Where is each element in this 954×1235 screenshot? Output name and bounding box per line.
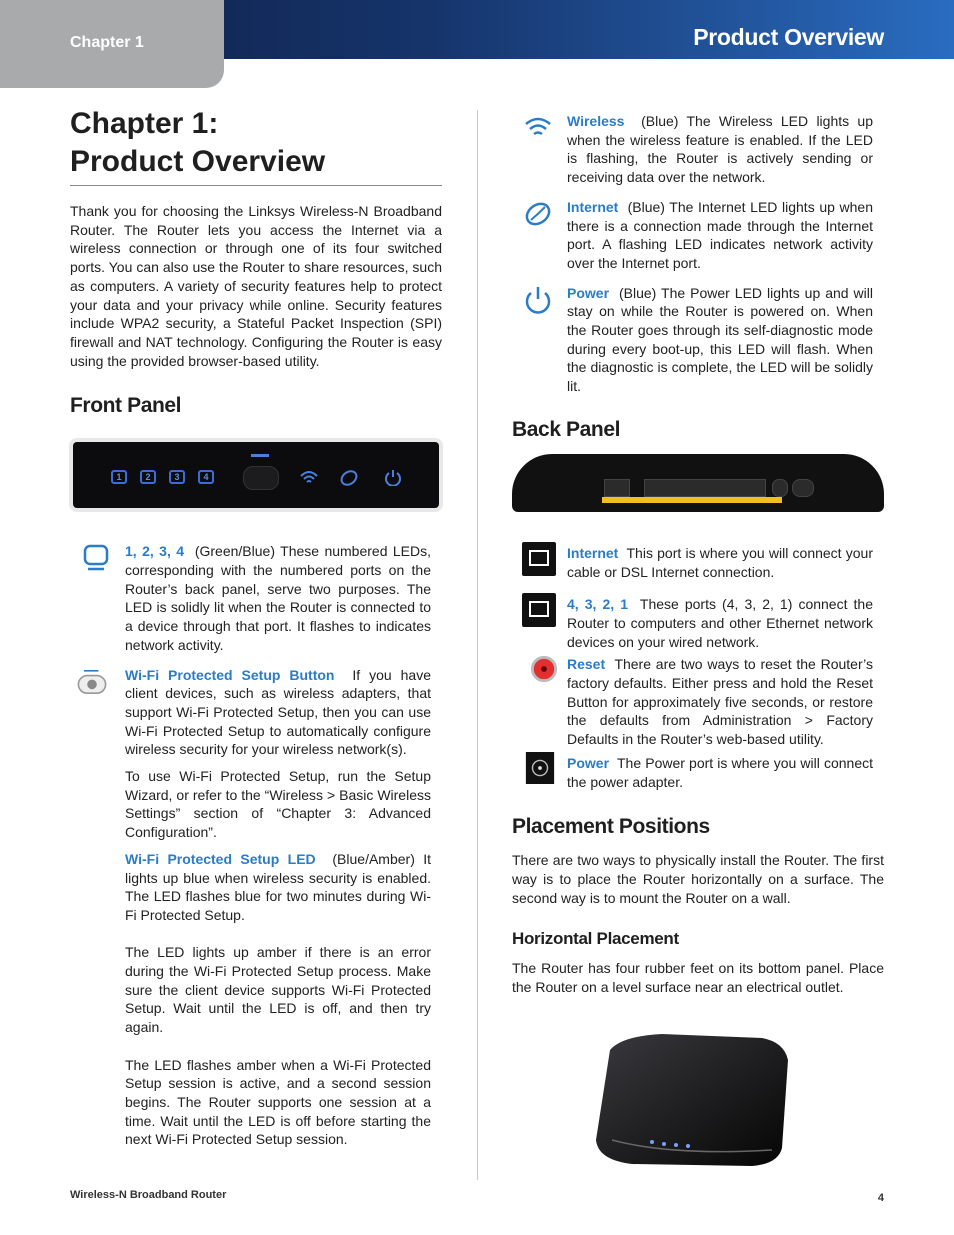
wps-led [251,454,269,457]
front-panel-heading: Front Panel [70,394,182,418]
placement-heading: Placement Positions [512,815,710,839]
footer-product: Wireless-N Broadband Router [70,1189,227,1201]
wps-led-text: (Blue/Amber) It lights up blue when wireless security is enabled. The LED flashes blue for two minutes during Wi-Fi Protected Setup. [125,850,432,923]
ethernet-ports [644,479,766,497]
port-led-3: 3 [169,470,185,484]
power-icon [522,284,554,316]
back-item-ports [512,595,873,651]
power-port-key: Power [567,754,610,771]
port-label-strip [602,497,782,503]
wireless-led-icon [299,469,319,485]
internet-led-icon [339,468,359,488]
wps-button-key: Wi-Fi Protected Setup Button [125,666,335,683]
chapter-title [70,105,442,186]
ethernet-port-icon [522,542,556,576]
wps-button-icon [76,666,108,698]
column-divider [477,110,478,1180]
horizontal-placement-heading: Horizontal Placement [512,929,679,949]
front-item-power [512,284,873,396]
front-item-wireless [512,112,873,187]
power-port-icon [524,752,556,784]
power-text: (Blue) The Power LED lights up and will stay on while the Router is powered on. When the Router goes through its self-diagnostic mode during every boot-up, this LED will flash. When the diagnostic is complete, the LED will be solidly lit. [567,284,873,395]
ethernet-port-icon [522,593,556,627]
power-key: Power [567,284,610,301]
placement-paragraph: There are two ways to physically install the Router. The first way is to place the Router horizontally on a surface. The second way is to mount the Router on a wall. [512,852,884,906]
chapter-title-line1: Chapter 1: [70,107,219,140]
port-led-icon [80,542,112,574]
wps-button [243,466,279,490]
port-leds-key: 1, 2, 3, 4 [125,543,185,560]
front-panel-image [73,442,439,508]
wps-led-paragraph-2: The LED lights up amber if there is an error during the Wi-Fi Protected Setup process. Make sure the client device supports Wi-Fi Protected Setup. Wait until the LED is off, and then try again. [125,944,431,1036]
internet-key: Internet [567,198,619,215]
router-photo [592,1030,792,1168]
section-title: Product Overview [693,24,884,50]
internet-port-key: Internet [567,544,619,561]
right-column [512,112,884,997]
back-item-internet [512,544,873,581]
internet-port [604,479,630,497]
wireless-icon [522,112,554,144]
front-item-port-leds [70,542,431,654]
power-port [792,479,814,497]
chapter-title-line2: Product Overview [70,145,326,178]
wps-button-text: If you have client devices, such as wireless adapters, that support Wi-Fi Protected Setup, then you can use Wi-Fi Protected Setup to automatically configure wireless security for your wireless network(s). [125,666,431,758]
reset-text: There are two ways to reset the Router’s factory defaults. Either press and hold the Reset Button for approximately five seconds, or restore the defaults from Administration > Factory Defaults in the Router’s web-based utility. [567,656,873,748]
wireless-key: Wireless [567,113,625,129]
back-item-power [512,754,873,791]
wps-led-paragraph-3: The LED flashes amber when a Wi-Fi Protected Setup session is active, and a second session begins. The Router supports one session at a time. Wait until the LED is off before starting the next Wi-Fi Protected Setup session. [125,1056,431,1148]
page-header [0,0,954,88]
reset-button-icon [528,653,560,685]
internet-globe-icon [522,198,554,230]
port-led-1: 1 [111,470,127,484]
front-item-internet [512,198,873,273]
back-panel-heading: Back Panel [512,417,621,441]
port-leds-text: (Green/Blue) These numbered LEDs, corresponding with the numbered ports on the Router’s back panel, serve two purposes. The LED is solidly lit when the Router is connected to a device through that port. It flashes to indicates network activity. [125,543,432,653]
port-led-4: 4 [198,470,214,484]
intro-paragraph: Thank you for choosing the Linksys Wireless-N Broadband Router. The Router lets you access the Internet via a wireless connection or through one of its four switched ports. You can also use the Router to share resources, such as computers. A variety of security features help to protect your data and your privacy while online. Security features include WPA2 security, a Stateful Packet Inspection (SPI) firewall and NAT technology. Configuring the Router is easy using the provided browser-based utility. [70,203,442,369]
back-panel-image [512,454,884,512]
wps-setup-paragraph: To use Wi-Fi Protected Setup, run the Setup Wizard, or refer to the “Wireless > Basic Wireless Settings” section of “Chapter 3: Advanced Configuration”. [125,768,431,841]
wps-led-key: Wi-Fi Protected Setup LED [125,850,316,867]
power-led-icon [384,468,402,486]
ports-text: These ports (4, 3, 2, 1) connect the Router to computers and other Ethernet network devices on your wired network. [567,596,873,650]
footer-page-number: 4 [877,1192,884,1204]
ports-key: 4, 3, 2, 1 [567,596,629,613]
front-item-wps-button [70,666,431,1150]
horizontal-placement-paragraph: The Router has four rubber feet on its bottom panel. Place the Router on a level surface near an electrical outlet. [512,960,884,996]
reset-key: Reset [567,656,606,673]
port-led-2: 2 [140,470,156,484]
internet-text: (Blue) The Internet LED lights up when there is a connection made through the Internet port. A flashing LED indicates network activity over the Internet port. [567,198,873,271]
internet-port-text: This port is where you will connect your cable or DSL Internet connection. [567,544,873,580]
left-column [70,105,442,1149]
reset-port [772,479,788,497]
wireless-text: (Blue) The Wireless LED lights up when the wireless feature is enabled. If the LED is flashing, the Router is actively sending or receiving data over the network. [567,113,874,186]
back-item-reset [512,655,873,749]
power-port-text: The Power port is where you will connect the power adapter. [567,754,874,790]
chapter-label: Chapter 1 [70,34,144,51]
